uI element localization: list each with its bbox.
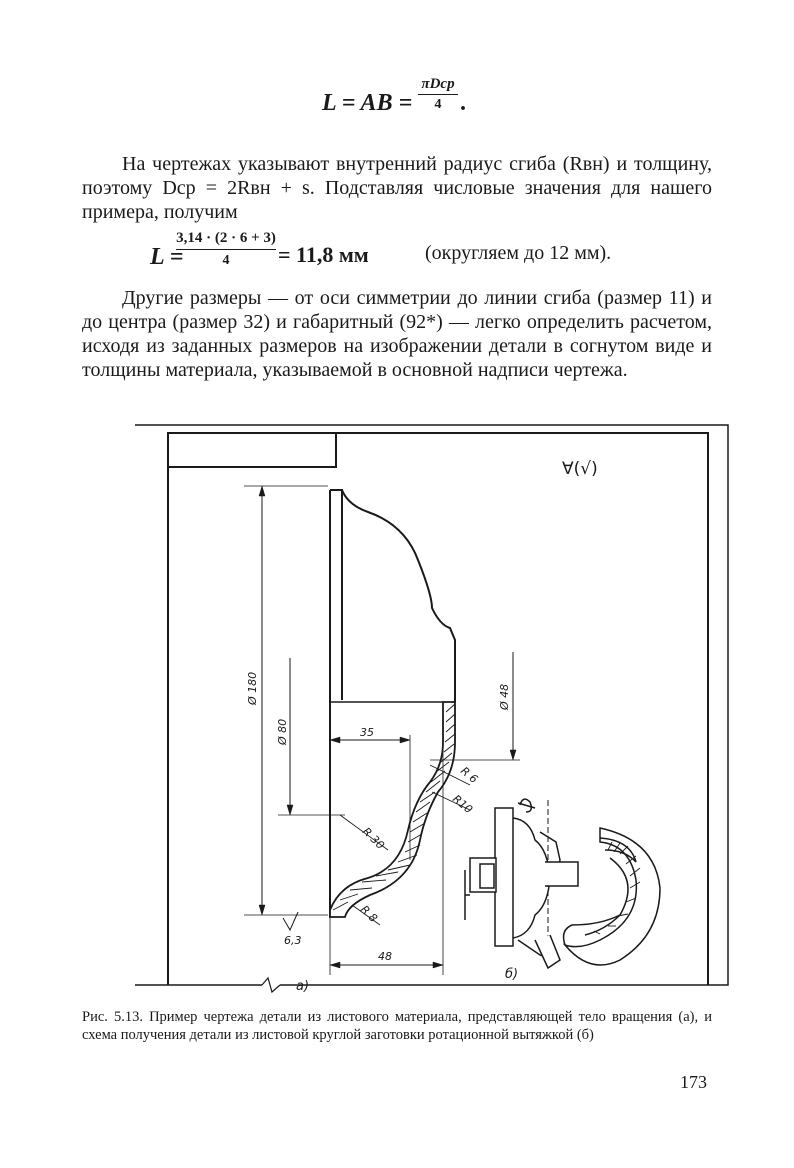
- dim-35-label: 35: [360, 726, 374, 739]
- radius-r6-label: R 6: [458, 764, 481, 786]
- bowl-outer: [565, 828, 660, 965]
- dim-48-bottom-label: 48: [378, 950, 392, 963]
- figure-label-a: а): [296, 979, 310, 994]
- formula-numerator: πDср: [418, 76, 458, 95]
- formula-numerator: 3,14 · (2 · 6 + 3): [176, 230, 276, 250]
- formula-lhs: L =: [150, 244, 184, 270]
- radius-r10-label: R10: [450, 792, 476, 817]
- formula-lhs: L = AB =: [322, 90, 413, 116]
- page-number: 173: [680, 1072, 707, 1092]
- radius-r30-label: R 30: [359, 824, 387, 852]
- frame-break: [262, 978, 280, 992]
- dim-180-label: Ø 180: [246, 671, 259, 705]
- title-stub: [168, 433, 336, 467]
- part-flange: [330, 490, 342, 917]
- part-dome-profile: [342, 490, 455, 702]
- sheet-border: [168, 433, 708, 985]
- figure-caption: Рис. 5.13. Пример чертежа детали из листового материала, представляющей тело вращения (а), и схема получения детали из листовой круглой заготовки ротационной вытяжкой (б): [82, 1009, 712, 1043]
- spinning-scheme: [465, 799, 660, 968]
- dim-80-label: Ø 80: [276, 718, 289, 745]
- radius-r8-label: R 8: [357, 902, 380, 925]
- paragraph-2: Другие размеры — от оси симметрии до линии сгиба (размер 11) и до центра (размер 32) и габаритный (92*) — легко определить расчетом, исходя из заданных размеров на изображении детали в согнутом виде и толщины материала, указываемой в основной надписи чертежа.: [82, 287, 712, 381]
- roughness-mark: ∀(√): [562, 459, 598, 479]
- dim-48-label: Ø 48: [498, 683, 511, 710]
- formula-result: = 11,8 мм: [278, 242, 369, 267]
- formula-denominator: 4: [222, 253, 230, 268]
- formula-suffix: .: [460, 90, 466, 116]
- figure-label-b: б): [505, 967, 519, 982]
- formula-note: (округляем до 12 мм).: [425, 242, 612, 264]
- roughness-value-label: 6,3: [284, 934, 302, 947]
- paragraph-1: На чертежах указывают внутренний радиус сгиба (Rвн) и толщину, поэтому Dср = 2Rвн + s. Подставляя числовые значения для нашего примера, получим: [82, 153, 712, 223]
- formula-denominator: 4: [434, 97, 442, 112]
- part-section: [330, 702, 455, 917]
